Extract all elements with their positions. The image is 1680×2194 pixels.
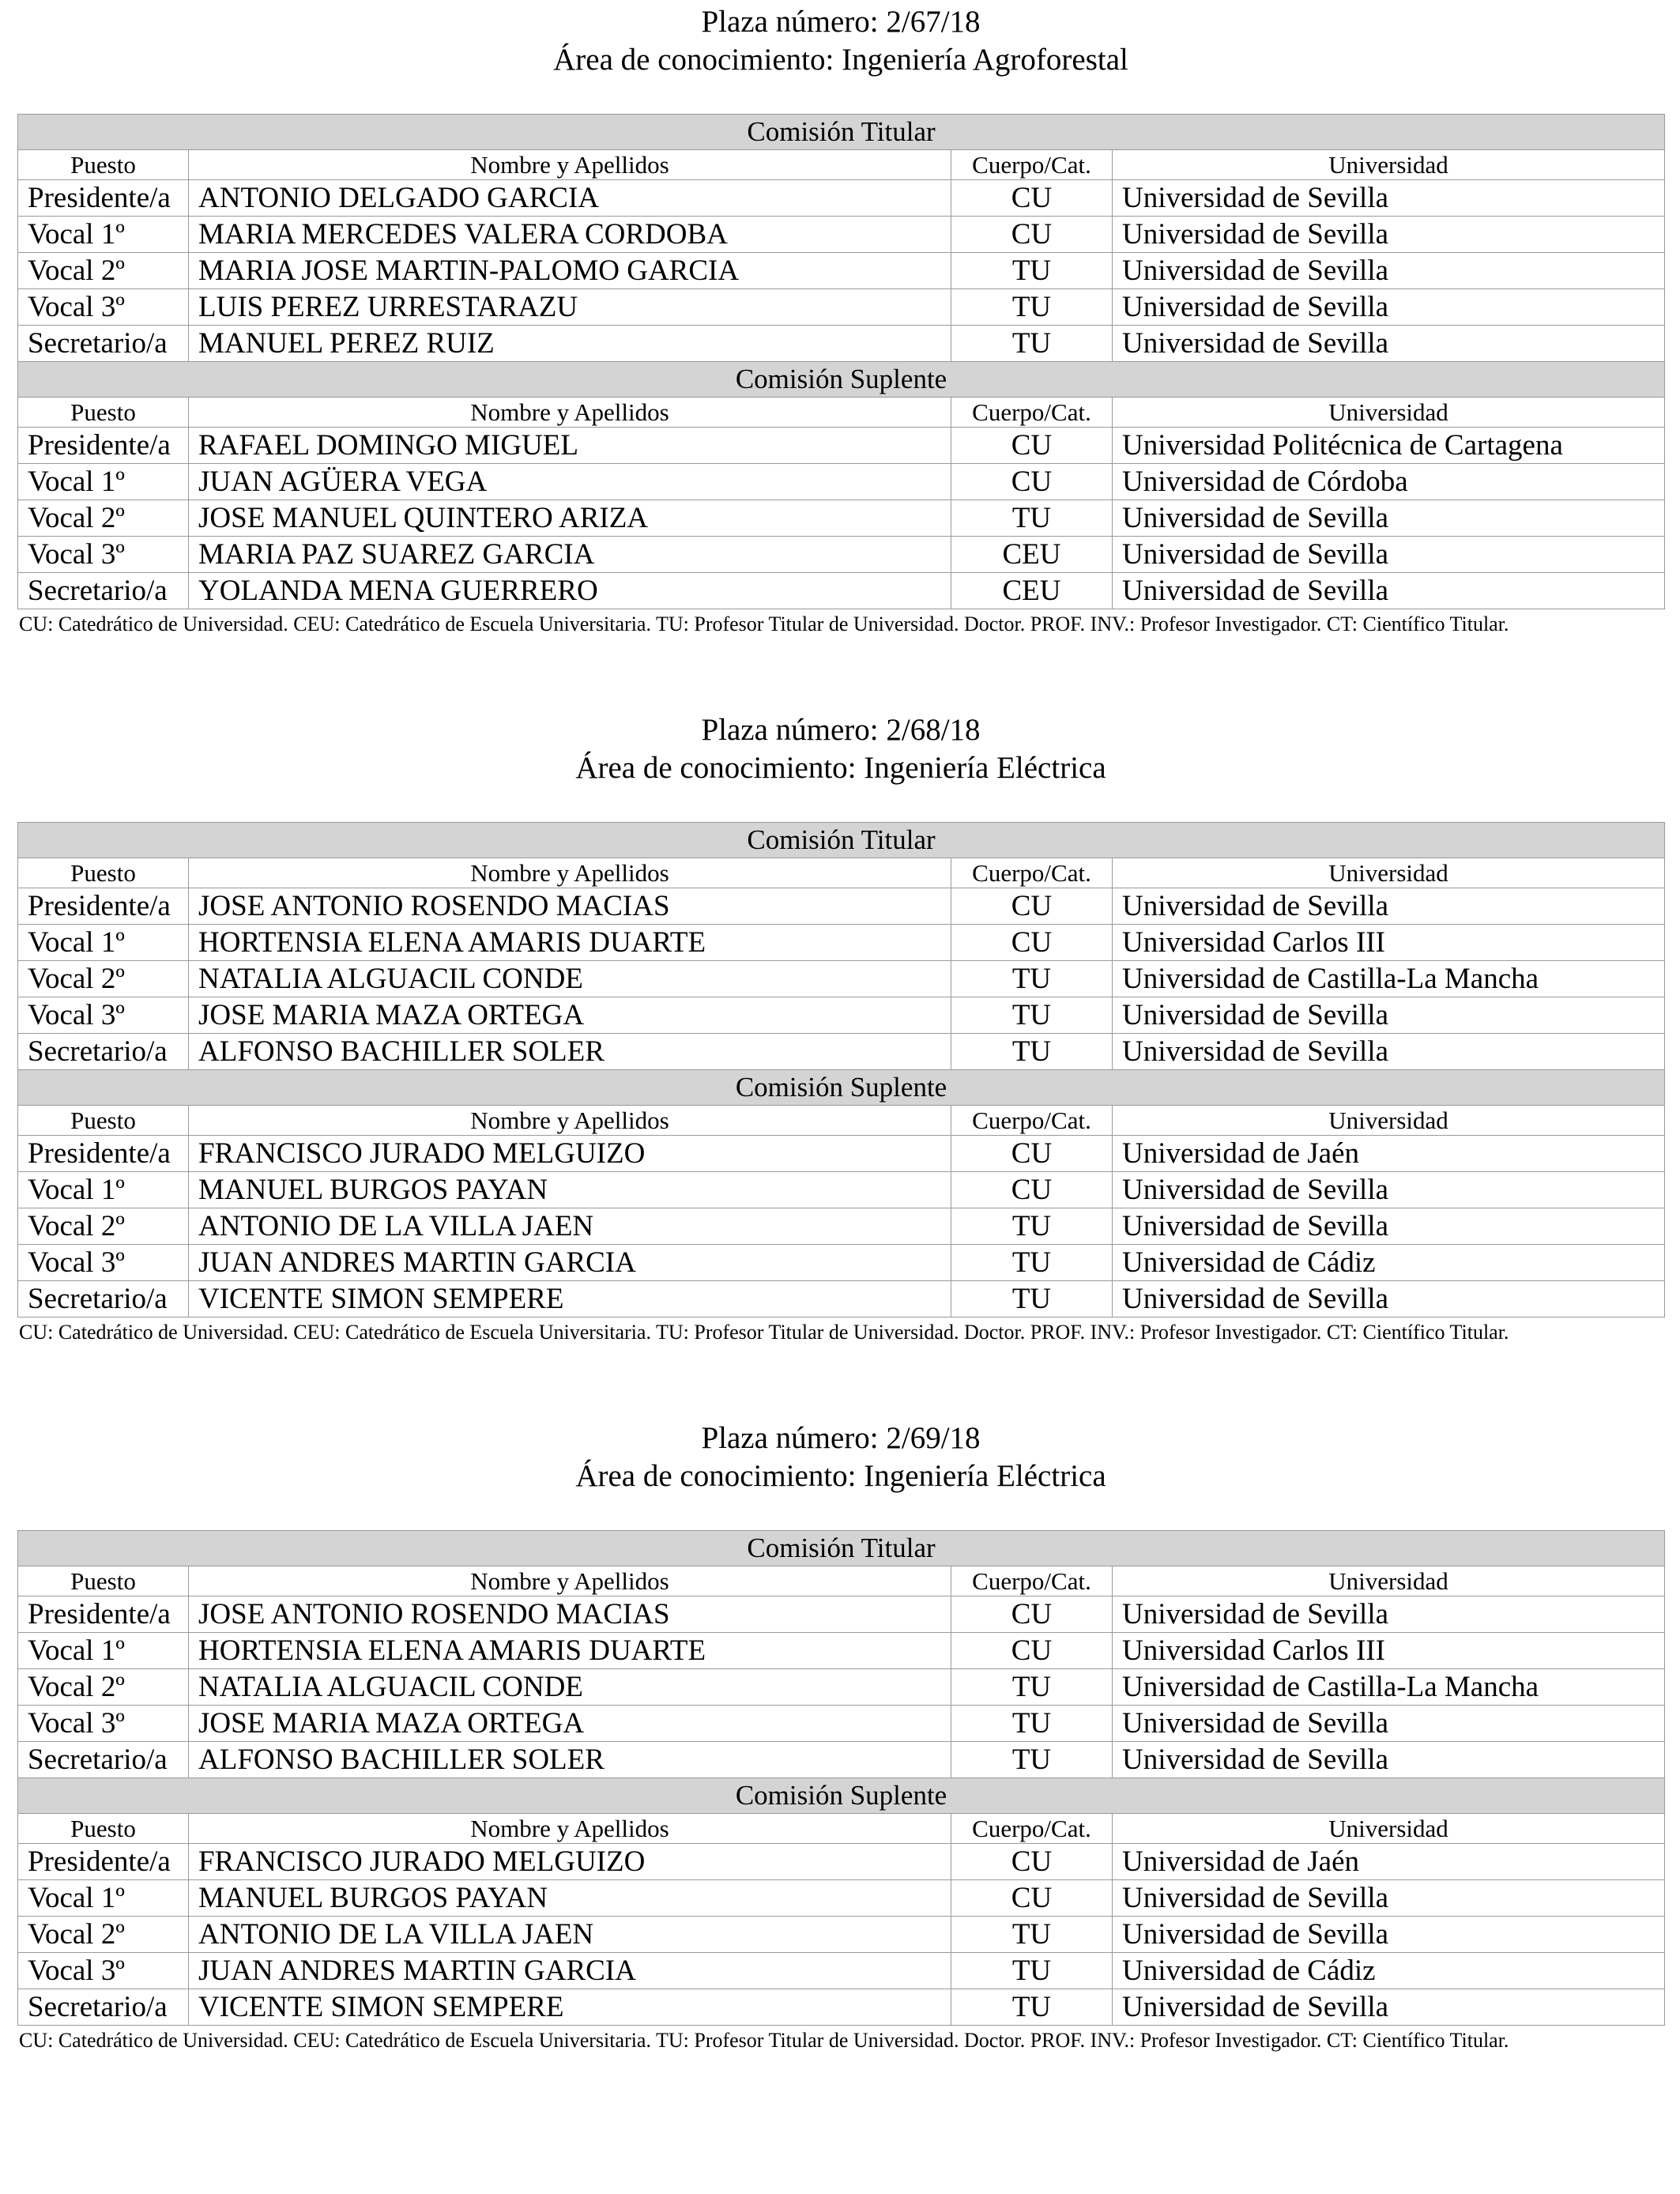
- universidad-cell: Universidad de Córdoba: [1113, 464, 1665, 500]
- plaza-section: [17, 0, 1664, 635]
- cuerpo-cell: TU: [951, 1245, 1113, 1281]
- puesto-cell: Vocal 1º: [18, 217, 189, 253]
- commission-table: [17, 1530, 1665, 2026]
- cuerpo-cell: TU: [951, 997, 1113, 1034]
- universidad-cell: Universidad de Castilla-La Mancha: [1113, 961, 1665, 997]
- cuerpo-cell: CEU: [951, 537, 1113, 573]
- nombre-cell: JUAN ANDRES MARTIN GARCIA: [189, 1953, 951, 1989]
- nombre-cell: NATALIA ALGUACIL CONDE: [189, 961, 951, 997]
- table-row: [18, 961, 1665, 997]
- puesto-cell: Presidente/a: [18, 180, 189, 217]
- abbreviation-legend: CU: Catedrático de Universidad. CEU: Catedrático de Escuela Universitaria. TU: Profesor Titular de Universidad. Doctor. PROF. INV.: Profesor Investigador. CT: Científico Titular.: [19, 613, 1509, 635]
- nombre-cell: JUAN ANDRES MARTIN GARCIA: [189, 1245, 951, 1281]
- titular-heading: Comisión Titular: [18, 1531, 1665, 1566]
- cuerpo-cell: TU: [951, 1953, 1113, 1989]
- cuerpo-cell: TU: [951, 1742, 1113, 1778]
- universidad-cell: Universidad de Sevilla: [1113, 1706, 1665, 1742]
- universidad-cell: Universidad de Sevilla: [1113, 253, 1665, 289]
- table-row: [18, 1208, 1665, 1245]
- cuerpo-cell: TU: [951, 1917, 1113, 1953]
- table-row: [18, 217, 1665, 253]
- col-puesto: Puesto: [18, 1106, 189, 1136]
- universidad-cell: Universidad de Sevilla: [1113, 1989, 1665, 2026]
- puesto-cell: Vocal 3º: [18, 1245, 189, 1281]
- universidad-cell: Universidad de Sevilla: [1113, 1742, 1665, 1778]
- universidad-cell: Universidad de Sevilla: [1113, 1208, 1665, 1245]
- nombre-cell: JOSE MARIA MAZA ORTEGA: [189, 1706, 951, 1742]
- universidad-cell: Universidad de Sevilla: [1113, 289, 1665, 326]
- col-nombre: Nombre y Apellidos: [189, 1814, 951, 1844]
- puesto-cell: Presidente/a: [18, 1136, 189, 1172]
- area-title: Área de conocimiento: Ingeniería Eléctrica: [575, 1459, 1106, 1493]
- table-row: [18, 888, 1665, 925]
- nombre-cell: LUIS PEREZ URRESTARAZU: [189, 289, 951, 326]
- universidad-cell: Universidad de Sevilla: [1113, 1596, 1665, 1633]
- puesto-cell: Vocal 3º: [18, 1953, 189, 1989]
- column-header-row: [18, 150, 1665, 180]
- col-cuerpo: Cuerpo/Cat.: [951, 858, 1113, 888]
- table-row: [18, 1172, 1665, 1208]
- puesto-cell: Vocal 3º: [18, 1706, 189, 1742]
- table-row: [18, 253, 1665, 289]
- universidad-cell: Universidad de Sevilla: [1113, 537, 1665, 573]
- universidad-cell: Universidad de Sevilla: [1113, 500, 1665, 537]
- plaza-title: Plaza número: 2/67/18: [701, 5, 981, 39]
- cuerpo-cell: CU: [951, 1596, 1113, 1633]
- nombre-cell: VICENTE SIMON SEMPERE: [189, 1989, 951, 2026]
- table-row: [18, 537, 1665, 573]
- table-row: [18, 1844, 1665, 1880]
- table-row: [18, 1034, 1665, 1070]
- puesto-cell: Vocal 2º: [18, 961, 189, 997]
- cuerpo-cell: CU: [951, 888, 1113, 925]
- cuerpo-cell: CU: [951, 925, 1113, 961]
- puesto-cell: Vocal 1º: [18, 1172, 189, 1208]
- table-row: [18, 1989, 1665, 2026]
- nombre-cell: MANUEL BURGOS PAYAN: [189, 1880, 951, 1917]
- puesto-cell: Vocal 2º: [18, 1917, 189, 1953]
- table-row: [18, 925, 1665, 961]
- puesto-cell: Vocal 2º: [18, 500, 189, 537]
- puesto-cell: Vocal 2º: [18, 253, 189, 289]
- plaza-title: Plaza número: 2/68/18: [701, 713, 981, 747]
- nombre-cell: JOSE ANTONIO ROSENDO MACIAS: [189, 888, 951, 925]
- puesto-cell: Vocal 1º: [18, 1880, 189, 1917]
- table-row: [18, 1281, 1665, 1318]
- abbreviation-legend: CU: Catedrático de Universidad. CEU: Catedrático de Escuela Universitaria. TU: Profesor Titular de Universidad. Doctor. PROF. INV.: Profesor Investigador. CT: Científico Titular.: [19, 1321, 1509, 1344]
- table-row: [18, 1953, 1665, 1989]
- col-nombre: Nombre y Apellidos: [189, 1566, 951, 1596]
- col-universidad: Universidad: [1113, 1566, 1665, 1596]
- cuerpo-cell: CEU: [951, 573, 1113, 609]
- puesto-cell: Vocal 3º: [18, 997, 189, 1034]
- column-header-row: [18, 1566, 1665, 1596]
- cuerpo-cell: TU: [951, 1989, 1113, 2026]
- col-nombre: Nombre y Apellidos: [189, 1106, 951, 1136]
- col-puesto: Puesto: [18, 1566, 189, 1596]
- col-cuerpo: Cuerpo/Cat.: [951, 1566, 1113, 1596]
- nombre-cell: NATALIA ALGUACIL CONDE: [189, 1669, 951, 1706]
- cuerpo-cell: TU: [951, 961, 1113, 997]
- puesto-cell: Secretario/a: [18, 1989, 189, 2026]
- table-row: [18, 997, 1665, 1034]
- table-row: [18, 500, 1665, 537]
- table-row: [18, 1245, 1665, 1281]
- puesto-cell: Secretario/a: [18, 326, 189, 362]
- nombre-cell: ALFONSO BACHILLER SOLER: [189, 1034, 951, 1070]
- commission-table: [17, 822, 1665, 1318]
- plaza-section: [17, 1416, 1664, 2052]
- table-row: [18, 1742, 1665, 1778]
- nombre-cell: MANUEL PEREZ RUIZ: [189, 326, 951, 362]
- puesto-cell: Secretario/a: [18, 573, 189, 609]
- nombre-cell: RAFAEL DOMINGO MIGUEL: [189, 428, 951, 464]
- nombre-cell: HORTENSIA ELENA AMARIS DUARTE: [189, 1633, 951, 1669]
- cuerpo-cell: TU: [951, 1281, 1113, 1318]
- puesto-cell: Vocal 1º: [18, 464, 189, 500]
- titular-heading: Comisión Titular: [18, 823, 1665, 858]
- universidad-cell: Universidad de Sevilla: [1113, 1880, 1665, 1917]
- nombre-cell: HORTENSIA ELENA AMARIS DUARTE: [189, 925, 951, 961]
- universidad-cell: Universidad de Sevilla: [1113, 1034, 1665, 1070]
- nombre-cell: ANTONIO DE LA VILLA JAEN: [189, 1917, 951, 1953]
- column-header-row: [18, 858, 1665, 888]
- table-row: [18, 1136, 1665, 1172]
- nombre-cell: ALFONSO BACHILLER SOLER: [189, 1742, 951, 1778]
- cuerpo-cell: TU: [951, 1034, 1113, 1070]
- nombre-cell: YOLANDA MENA GUERRERO: [189, 573, 951, 609]
- col-puesto: Puesto: [18, 398, 189, 428]
- universidad-cell: Universidad de Sevilla: [1113, 326, 1665, 362]
- col-universidad: Universidad: [1113, 150, 1665, 180]
- cuerpo-cell: CU: [951, 428, 1113, 464]
- suplente-heading: Comisión Suplente: [18, 1070, 1665, 1106]
- commission-table: [17, 114, 1665, 609]
- nombre-cell: ANTONIO DE LA VILLA JAEN: [189, 1208, 951, 1245]
- puesto-cell: Presidente/a: [18, 1844, 189, 1880]
- nombre-cell: JOSE ANTONIO ROSENDO MACIAS: [189, 1596, 951, 1633]
- cuerpo-cell: CU: [951, 1844, 1113, 1880]
- universidad-cell: Universidad de Sevilla: [1113, 888, 1665, 925]
- universidad-cell: Universidad de Sevilla: [1113, 217, 1665, 253]
- table-row: [18, 289, 1665, 326]
- universidad-cell: Universidad Carlos III: [1113, 1633, 1665, 1669]
- universidad-cell: Universidad de Sevilla: [1113, 573, 1665, 609]
- cuerpo-cell: CU: [951, 217, 1113, 253]
- col-cuerpo: Cuerpo/Cat.: [951, 1106, 1113, 1136]
- nombre-cell: JOSE MANUEL QUINTERO ARIZA: [189, 500, 951, 537]
- col-nombre: Nombre y Apellidos: [189, 858, 951, 888]
- nombre-cell: MANUEL BURGOS PAYAN: [189, 1172, 951, 1208]
- puesto-cell: Vocal 3º: [18, 289, 189, 326]
- universidad-cell: Universidad Carlos III: [1113, 925, 1665, 961]
- col-universidad: Universidad: [1113, 1814, 1665, 1844]
- table-row: [18, 428, 1665, 464]
- nombre-cell: FRANCISCO JURADO MELGUIZO: [189, 1844, 951, 1880]
- col-cuerpo: Cuerpo/Cat.: [951, 150, 1113, 180]
- universidad-cell: Universidad de Sevilla: [1113, 1917, 1665, 1953]
- nombre-cell: FRANCISCO JURADO MELGUIZO: [189, 1136, 951, 1172]
- col-puesto: Puesto: [18, 150, 189, 180]
- nombre-cell: MARIA MERCEDES VALERA CORDOBA: [189, 217, 951, 253]
- universidad-cell: Universidad de Jaén: [1113, 1136, 1665, 1172]
- puesto-cell: Vocal 2º: [18, 1669, 189, 1706]
- cuerpo-cell: CU: [951, 1633, 1113, 1669]
- col-puesto: Puesto: [18, 1814, 189, 1844]
- table-row: [18, 180, 1665, 217]
- nombre-cell: JOSE MARIA MAZA ORTEGA: [189, 997, 951, 1034]
- col-puesto: Puesto: [18, 858, 189, 888]
- table-row: [18, 464, 1665, 500]
- nombre-cell: VICENTE SIMON SEMPERE: [189, 1281, 951, 1318]
- plaza-title: Plaza número: 2/69/18: [701, 1421, 981, 1455]
- column-header-row: [18, 1106, 1665, 1136]
- puesto-cell: Vocal 2º: [18, 1208, 189, 1245]
- nombre-cell: MARIA PAZ SUAREZ GARCIA: [189, 537, 951, 573]
- plaza-section: [17, 708, 1664, 1344]
- puesto-cell: Presidente/a: [18, 888, 189, 925]
- col-universidad: Universidad: [1113, 858, 1665, 888]
- puesto-cell: Vocal 3º: [18, 537, 189, 573]
- cuerpo-cell: TU: [951, 1706, 1113, 1742]
- universidad-cell: Universidad de Cádiz: [1113, 1953, 1665, 1989]
- col-universidad: Universidad: [1113, 1106, 1665, 1136]
- cuerpo-cell: CU: [951, 1880, 1113, 1917]
- nombre-cell: ANTONIO DELGADO GARCIA: [189, 180, 951, 217]
- cuerpo-cell: CU: [951, 180, 1113, 217]
- cuerpo-cell: CU: [951, 1172, 1113, 1208]
- titular-heading: Comisión Titular: [18, 115, 1665, 150]
- col-nombre: Nombre y Apellidos: [189, 398, 951, 428]
- table-row: [18, 1633, 1665, 1669]
- table-row: [18, 326, 1665, 362]
- column-header-row: [18, 398, 1665, 428]
- table-row: [18, 573, 1665, 609]
- universidad-cell: Universidad de Jaén: [1113, 1844, 1665, 1880]
- universidad-cell: Universidad Politécnica de Cartagena: [1113, 428, 1665, 464]
- suplente-heading: Comisión Suplente: [18, 1778, 1665, 1814]
- puesto-cell: Secretario/a: [18, 1281, 189, 1318]
- cuerpo-cell: CU: [951, 1136, 1113, 1172]
- suplente-heading: Comisión Suplente: [18, 362, 1665, 398]
- col-cuerpo: Cuerpo/Cat.: [951, 1814, 1113, 1844]
- cuerpo-cell: TU: [951, 1208, 1113, 1245]
- nombre-cell: MARIA JOSE MARTIN-PALOMO GARCIA: [189, 253, 951, 289]
- universidad-cell: Universidad de Cádiz: [1113, 1245, 1665, 1281]
- col-universidad: Universidad: [1113, 398, 1665, 428]
- cuerpo-cell: TU: [951, 326, 1113, 362]
- abbreviation-legend: CU: Catedrático de Universidad. CEU: Catedrático de Escuela Universitaria. TU: Profesor Titular de Universidad. Doctor. PROF. INV.: Profesor Investigador. CT: Científico Titular.: [19, 2029, 1509, 2052]
- puesto-cell: Presidente/a: [18, 1596, 189, 1633]
- puesto-cell: Secretario/a: [18, 1742, 189, 1778]
- cuerpo-cell: TU: [951, 500, 1113, 537]
- table-row: [18, 1669, 1665, 1706]
- cuerpo-cell: CU: [951, 464, 1113, 500]
- nombre-cell: JUAN AGÜERA VEGA: [189, 464, 951, 500]
- universidad-cell: Universidad de Sevilla: [1113, 1281, 1665, 1318]
- universidad-cell: Universidad de Castilla-La Mancha: [1113, 1669, 1665, 1706]
- puesto-cell: Secretario/a: [18, 1034, 189, 1070]
- table-row: [18, 1880, 1665, 1917]
- cuerpo-cell: TU: [951, 253, 1113, 289]
- puesto-cell: Vocal 1º: [18, 925, 189, 961]
- table-row: [18, 1917, 1665, 1953]
- puesto-cell: Vocal 1º: [18, 1633, 189, 1669]
- universidad-cell: Universidad de Sevilla: [1113, 180, 1665, 217]
- table-row: [18, 1596, 1665, 1633]
- area-title: Área de conocimiento: Ingeniería Eléctrica: [575, 751, 1106, 785]
- col-nombre: Nombre y Apellidos: [189, 150, 951, 180]
- col-cuerpo: Cuerpo/Cat.: [951, 398, 1113, 428]
- column-header-row: [18, 1814, 1665, 1844]
- table-row: [18, 1706, 1665, 1742]
- area-title: Área de conocimiento: Ingeniería Agroforestal: [553, 43, 1128, 77]
- universidad-cell: Universidad de Sevilla: [1113, 1172, 1665, 1208]
- cuerpo-cell: TU: [951, 1669, 1113, 1706]
- puesto-cell: Presidente/a: [18, 428, 189, 464]
- universidad-cell: Universidad de Sevilla: [1113, 997, 1665, 1034]
- cuerpo-cell: TU: [951, 289, 1113, 326]
